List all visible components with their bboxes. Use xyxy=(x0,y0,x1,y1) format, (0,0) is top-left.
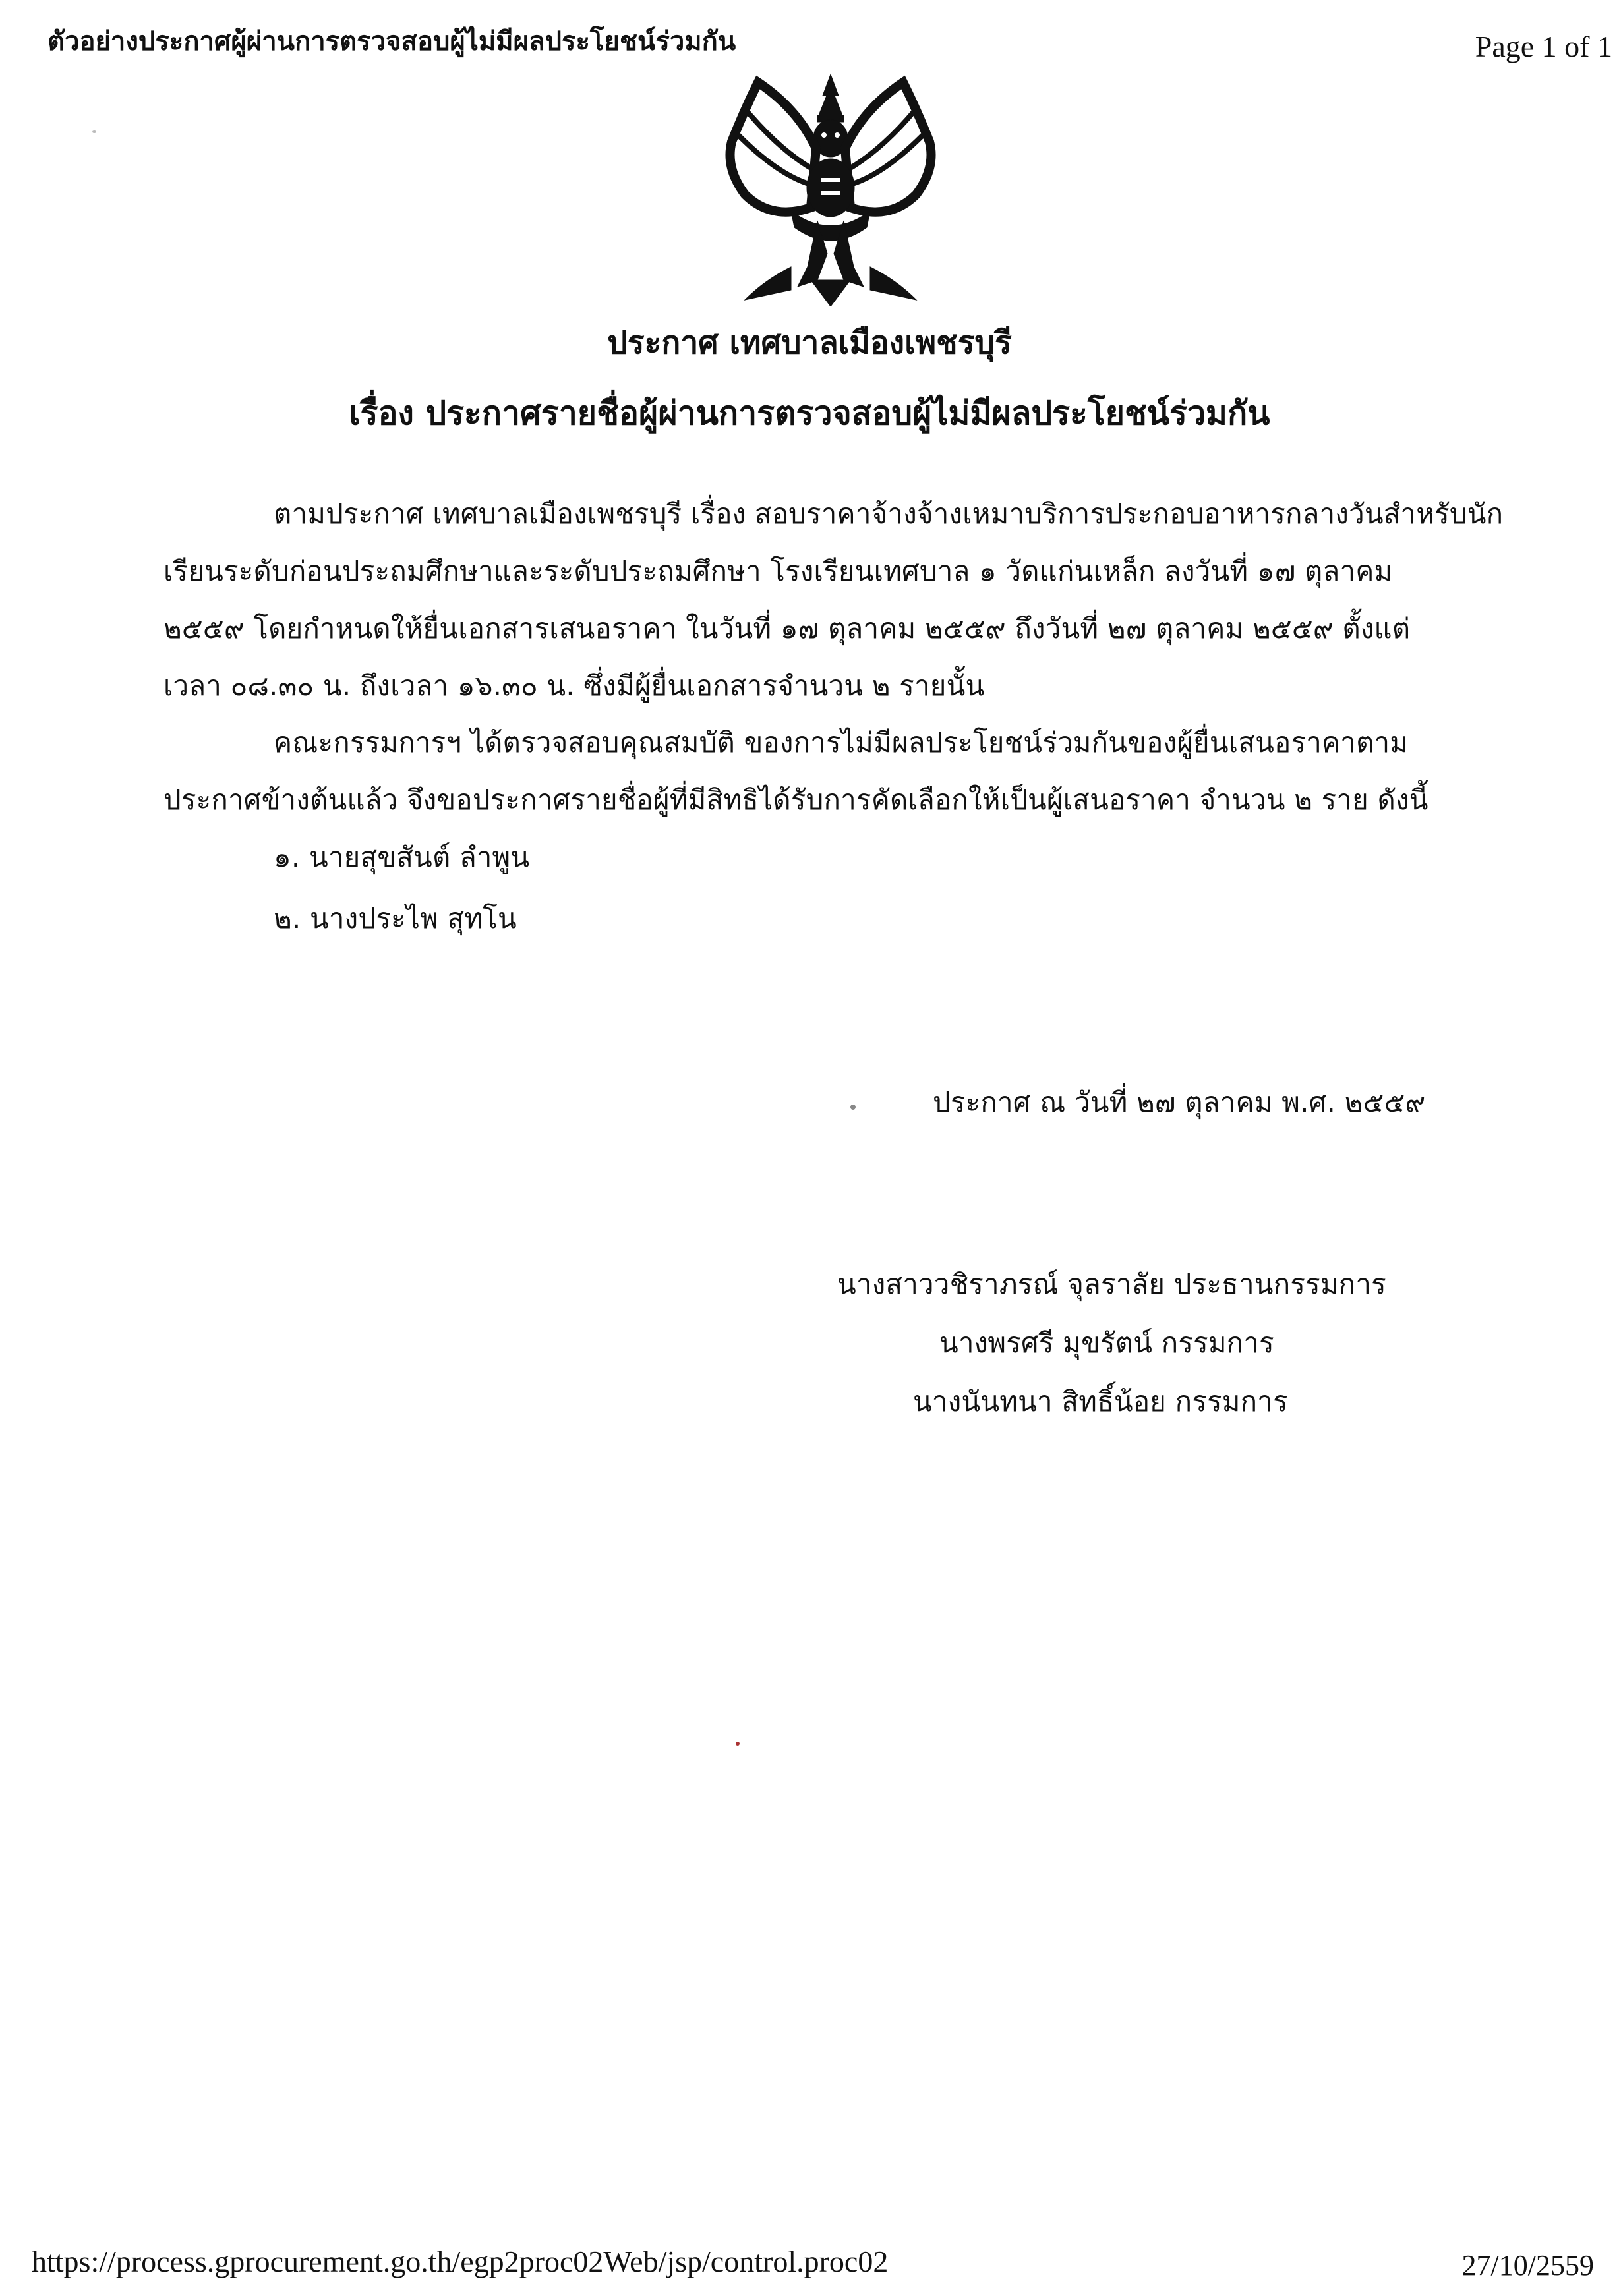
paragraph-line: ตามประกาศ เทศบาลเมืองเพชรบุรี เรื่อง สอบราคาจ้างจ้างเหมาบริการประกอบอาหารกลางวันสำหรับนัก xyxy=(274,498,1504,530)
signatory-chair: นางสาววชิราภรณ์ จุลราลัย ประธานกรรมการ xyxy=(837,1268,1386,1300)
document-subject: เรื่อง ประกาศรายชื่อผู้ผ่านการตรวจสอบผู้ไม่มีผลประโยชน์ร่วมกัน xyxy=(349,394,1270,432)
page-number: Page 1 of 1 xyxy=(1475,30,1612,63)
paragraph-line: ๒๕๕๙ โดยกำหนดให้ยื่นเอกสารเสนอราคา ในวันที่ ๑๗ ตุลาคม ๒๕๕๙ ถึงวันที่ ๒๗ ตุลาคม ๒๕๕๙ ตั้งแต่ xyxy=(163,612,1411,645)
paragraph-line: ประกาศข้างต้นแล้ว จึงขอประกาศรายชื่อผู้ที่มีสิทธิได้รับการคัดเลือกให้เป็นผู้เสนอราคา จำนวน ๒ ราย ดังนี้ xyxy=(163,784,1428,816)
print-header-title: ตัวอย่างประกาศผู้ผ่านการตรวจสอบผู้ไม่มีผลประโยชน์ร่วมกัน xyxy=(47,26,736,57)
signatory-member: นางนันทนา สิทธิ์น้อย กรรมการ xyxy=(913,1385,1288,1418)
qualified-name-item: ๒. นางประไพ สุทโน xyxy=(274,902,517,934)
scan-speck xyxy=(736,1742,740,1746)
qualified-name-item: ๑. นายสุขสันต์ ลำพูน xyxy=(274,841,530,873)
document-title: ประกาศ เทศบาลเมืองเพชรบุรี xyxy=(607,324,1012,361)
footer-url: https://process.gprocurement.go.th/egp2proc02Web/jsp/control.proc02 xyxy=(32,2245,889,2278)
scan-speck xyxy=(850,1105,856,1110)
announcement-date: ประกาศ ณ วันที่ ๒๗ ตุลาคม พ.ศ. ๒๕๕๙ xyxy=(933,1086,1426,1118)
paragraph-line: เวลา ๐๘.๓๐ น. ถึงเวลา ๑๖.๓๐ น. ซึ่งมีผู้ยื่นเอกสารจำนวน ๒ รายนั้น xyxy=(163,670,985,702)
footer-print-date: 27/10/2559 xyxy=(1461,2249,1594,2282)
paragraph-line: เรียนระดับก่อนประถมศึกษาและระดับประถมศึกษา โรงเรียนเทศบาล ๑ วัดแก่นเหล็ก ลงวันที่ ๑๗ ตุลาคม xyxy=(163,555,1393,587)
signatory-member: นางพรศรี มุขรัตน์ กรรมการ xyxy=(939,1327,1274,1359)
scan-speck xyxy=(92,130,96,133)
paragraph-line: คณะกรรมการฯ ได้ตรวจสอบคุณสมบัติ ของการไม่มีผลประโยชน์ร่วมกันของผู้ยื่นเสนอราคาตาม xyxy=(274,726,1409,759)
garuda-emblem-icon xyxy=(719,69,943,306)
